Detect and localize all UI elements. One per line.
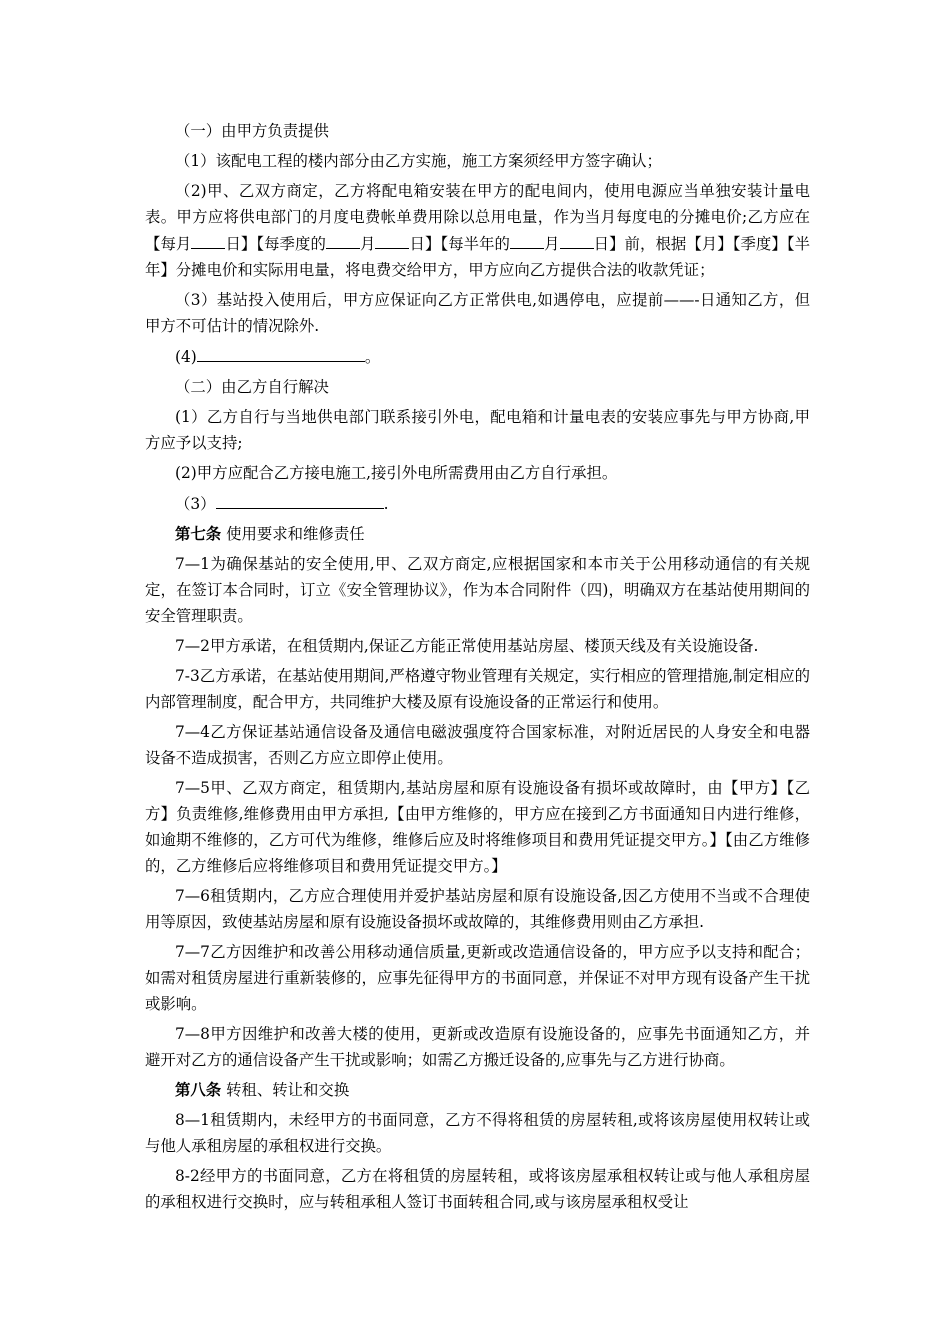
blank-field	[191, 230, 225, 249]
paragraph	[145, 178, 810, 283]
paragraph: (2)甲方应配合乙方接电施工,接引外电所需费用由乙方自行承担。	[175, 464, 618, 482]
clause: 7—6租赁期内，乙方应合理使用并爱护基站房屋和原有设施设备,因乙方使用不当或不合理使用等原因，致使基站房屋和原有设施设备损坏或故障的，其维修费用则由乙方承担.	[145, 887, 810, 931]
text-run: 月	[359, 235, 376, 253]
text-run: 日】【每半年的	[409, 235, 511, 253]
clause: 8-2经甲方的书面同意，乙方在将租赁的房屋转租，或将该房屋承租权转让或与他人承租房屋的承租权进行交换时，应与转租承租人签订书面转租合同,或与该房屋承租权受让	[145, 1167, 810, 1211]
blank-field	[560, 230, 594, 249]
blank-field	[326, 230, 360, 249]
paragraph	[145, 490, 810, 517]
paragraph: （1）该配电工程的楼内部分由乙方实施，施工方案须经甲方签字确认；	[175, 152, 662, 170]
clause: 7—2甲方承诺，在租赁期内,保证乙方能正常使用基站房屋、楼顶天线及有关设施设备.	[175, 637, 759, 655]
paragraph: （3）基站投入使用后，甲方应保证向乙方正常供电,如遇停电，应提前——-日通知乙方，但甲方不可估计的情况除外.	[145, 291, 810, 335]
section-heading: （一）由甲方负责提供	[175, 122, 329, 140]
text-run: 。	[364, 348, 381, 366]
section-heading: （二）由乙方自行解决	[175, 378, 329, 396]
text-run: 月	[544, 235, 560, 253]
clause: 7-3乙方承诺，在基站使用期间,严格遵守物业管理有关规定，实行相应的管理措施,制定相应的内部管理制度，配合甲方，共同维护大楼及原有设施设备的正常运行和使用。	[145, 667, 810, 711]
text-run: (4)	[175, 348, 197, 366]
text-run: 日】【每季度的	[225, 235, 326, 253]
text-run: 日】前，根据【月】【季度】【半年】分摊电价和实际用电量，将电费交给甲方，甲方应向乙方提供合法的收款凭证；	[145, 235, 810, 279]
blank-field	[216, 490, 384, 509]
blank-field	[510, 230, 544, 249]
clause: 8—1租赁期内，未经甲方的书面同意，乙方不得将租赁的房屋转租,或将该房屋使用权转让或与他人承租房屋的承租权进行交换。	[145, 1111, 810, 1155]
text-run: .	[383, 495, 389, 513]
article-number: 第八条	[175, 1081, 222, 1099]
text-run: （3）	[175, 495, 216, 513]
clause: 7—1为确保基站的安全使用,甲、乙双方商定,应根据国家和本市关于公用移动通信的有关规定，在签订本合同时，订立《安全管理协议》，作为本合同附件（四)，明确双方在基站使用期间的安全管理职责。	[145, 555, 810, 625]
clause: 7—4乙方保证基站通信设备及通信电磁波强度符合国家标准，对附近居民的人身安全和电器设备不造成损害，否则乙方应立即停止使用。	[145, 723, 810, 767]
article-title: 使用要求和维修责任	[221, 525, 365, 543]
clause: 7—5甲、乙双方商定，租赁期内,基站房屋和原有设施设备有损坏或故障时，由【甲方】【乙方】负责维修,维修费用由甲方承担,【由甲方维修的，甲方应在接到乙方书面通知日内进行维修，如逾期不维修的，乙方可代为维修，维修后应及时将维修项目和费用凭证提交甲方。】【由乙方维修的，乙方维修后应将维修项目和费用凭证提交甲方。】	[145, 779, 810, 875]
clause: 7—8甲方因维护和改善大楼的使用，更新或改造原有设施设备的，应事先书面通知乙方，并避开对乙方的通信设备产生干扰或影响；如需乙方搬迁设备的,应事先与乙方进行协商。	[145, 1025, 810, 1069]
article-title: 转租、转让和交换	[221, 1081, 350, 1099]
article-heading	[145, 1077, 810, 1103]
article-heading	[145, 521, 810, 547]
blank-field	[197, 343, 365, 362]
paragraph	[145, 343, 810, 370]
paragraph: (1）乙方自行与当地供电部门联系接引外电，配电箱和计量电表的安装应事先与甲方协商,甲方应予以支持;	[145, 408, 810, 452]
clause: 7—7乙方因维护和改善公用移动通信质量,更新或改造通信设备的，甲方应予以支持和配合；如需对租赁房屋进行重新装修的，应事先征得甲方的书面同意，并保证不对甲方现有设备产生干扰或影响。	[145, 943, 810, 1013]
document-page	[145, 118, 810, 1219]
text-run: （2)甲、乙双方商定，乙方将配电箱安装在甲方的配电间内，使用电源应当单独安装计量电表。甲方应将供电部门的月度电费帐单费用除以总用电量，作为当月每度电的分摊电价;乙方应在【每月	[145, 182, 810, 253]
blank-field	[375, 230, 409, 249]
article-number: 第七条	[175, 525, 222, 543]
